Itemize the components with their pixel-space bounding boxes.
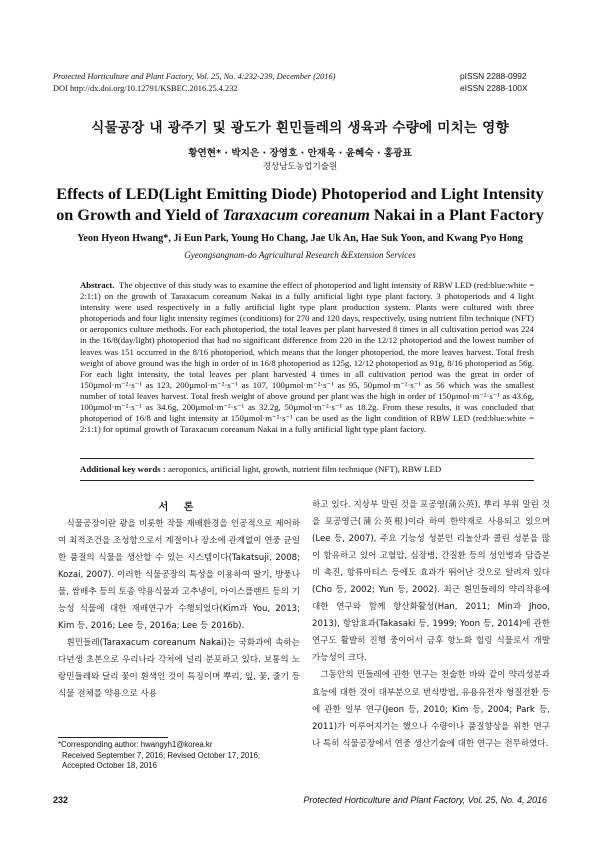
- right-column: [312, 497, 550, 753]
- journal-citation: Protected Horticulture and Plant Factory, Vol. 25, No. 4:232-239, December (2016): [53, 72, 336, 81]
- section-title-introduction: 서 론: [158, 502, 200, 513]
- keywords-label: Additional key words :: [80, 464, 166, 474]
- keywords-top-rule: [80, 458, 534, 459]
- right-paragraph-2: 그동안의 민들레에 관한 연구는 천술한 바와 같이 약리성분과 효능에 대한 것이 대부분으로 번식방법, 유용유전자 형질전환 등에 관한 일부 연구(Jeon 등, 2010; Kim 등, 2004; Park 등, 2011)가 이루어지기는 했으나 수량이나 품질향상을 위한 연구나 특히 식물공장에서 연중 생산기술에 대한 연구는 전무하였다.: [312, 670, 550, 749]
- corresponding-author: *Corresponding author: hwangyh1@korea.kr: [58, 740, 213, 749]
- abstract-label: Abstract.: [80, 280, 115, 290]
- abstract: [80, 280, 534, 435]
- right-paragraph-1: 하고 있다. 지상부 말린 것을 포공영(蒲公英), 뿌리 부위 말린 것을 포공영근(蒲公英根)이라 하여 한약재로 사용되고 있으며(Lee 등, 2007), 주요 기능성 성분인 리놀산과 콜린 성분을 많이 함유하고 있어 고혈압, 심장병, 간질환 등의 성인병과 담즙분비 촉진, 항류마티스 등에도 효과가 뛰어난 것으로 알려져 있다(Cho 등, 2002; Yun 등, 2002). 최근 흰민들레의 약리작용에 대한 연구와 함께 항산화활성(Han, 2011; Min과 Jhoo, 2013), 항암효과(Takasaki 등, 1999; Yoon 등, 2014)에 관한 연구도 활발히 진행 중이어서 금후 항노화 힐링 식물로서 개발 가능성이 크다.: [312, 500, 550, 664]
- eissn: eISSN 2288-100X: [460, 83, 528, 93]
- keywords-bottom-rule: [80, 480, 534, 481]
- footnote-rule: [58, 737, 168, 738]
- keywords-text: aeroponics, artificial light, growth, nutrient film technique (NFT), RBW LED: [165, 464, 442, 474]
- keywords: [80, 464, 534, 474]
- footer-journal: Protected Horticulture and Plant Factory, Vol. 25, No. 4, 2016: [303, 795, 547, 805]
- korean-authors: 황연현* · 박지은 · 장영호 · 안재욱 · 윤혜숙 · 홍광표: [188, 148, 412, 159]
- english-affiliation: Gyeongsangnam-do Agricultural Research &Extension Services: [184, 250, 416, 260]
- received-dates: Received September 7, 2016; Revised October 17, 2016;: [62, 750, 261, 760]
- english-title-line1: Effects of LED(Light Emitting Diode) Photoperiod and Light Intensity: [56, 185, 544, 203]
- left-paragraph-2: 흰민들레(Taraxacum coreanum Nakai)는 국화과에 속하는 다년생 초본으로 우리나라 각처에 널리 분포하고 있다. 보통의 노랑민들레와 달리 꽃이 흰색인 것이 특징이며 뿌리, 잎, 꽃, 줄기 등 식물 전체를 약용으로 사용: [58, 638, 300, 700]
- left-paragraph-1: 식물공장이란 광을 비롯한 작물 재배환경을 인공적으로 제어하여 최적조건을 조성함으로서 계절이나 장소에 관계없이 연중 균일한 품질의 식물을 생산할 수 있는 시스템이다(Takatsuji, 2008; Kozai, 2007). 이러한 식물공장의 특성을 이용하여 딸기, 방풍나물, 쌈배추 등의 토종 약용식물과 고추냉이, 아이스플랜트 등의 기능성 식물에 대한 재배연구가 수행되었다(Kim과 You, 2013; Kim 등, 2016; Lee 등, 2016a; Lee 등 2016b).: [58, 519, 300, 632]
- pissn: pISSN 2288-0992: [460, 71, 527, 81]
- korean-affiliation: 경상남도농업기술원: [262, 162, 338, 172]
- english-title-line2-post: Nakai in a Plant Factory: [369, 206, 544, 224]
- page-number: 232: [53, 795, 69, 805]
- footnote: [58, 740, 308, 772]
- abstract-text: The objective of this study was to examine the effect of photoperiod and light intensity of RBW LED (red:blue:white = 2:1:1) on the growth of Taraxacum coreanum Nakai in a fully artificial light type plant factory. 3 photoperiods and 4 light intensity were used respectively in a fully artificial light type plant production system. Plants were cultured with three photoperiods and four light intensity regimes (conditions) for 270 and 120 days, respectively, using nutrient film technique (NFT) or aeroponics culture methods. For each photoperiod, the total leaves per plant harvested 8 times in all cultivation period was 224 in the 16/8(day/light) photoperiod that had no significant difference from 220 in the 12/12 photoperiod and the lowest number of leaves was 151 occurred in the 8/16 photoperiod, which means that the longer photoperiod, the more leaves harvest. Total fresh weight of above ground was the high in order of in 16/8 photoperiod as 125g, 12/12 photoperiod as 91g, 8/16 photoperiod as 56g. For each light intensity, the total leaves per plant harvested 4 times in all cultivation period was the great in order of 150µmol·m⁻²·s⁻¹ as 123, 200µmol·m⁻²·s⁻¹ as 107, 100µmol·m⁻²·s⁻¹ as 95, 50µmol·m⁻²·s⁻¹ as 56 which was the smallest number of total leaves harvest. Total fresh weight of above ground per plant was the high in order of 150µmol·m⁻²·s⁻¹ as 43.6g, 100µmol·m⁻²·s⁻¹ as 34.6g, 200µmol·m⁻²·s⁻¹ as 32.2g, 50µmol·m⁻²·s⁻¹ as 18.2g. From these results, it was concluded that photoperiod of 16/8 and light intensity at 150µmol·m⁻²·s⁻¹ can be used as the light condition of RBW LED (red:blue:white = 2:1:1) for optimal growth of Taraxacum coreanum Nakai in a fully artificial light type plant factory.: [80, 280, 535, 435]
- korean-title: 식물공장 내 광주기 및 광도가 흰민들레의 생육과 수량에 미치는 영향: [91, 120, 509, 136]
- accepted-date: Accepted October 18, 2016: [62, 761, 157, 771]
- english-authors: Yeon Hyeon Hwang*, Ji Eun Park, Young Ho Chang, Jae Uk An, Hae Suk Yoon, and Kwang Pyo Hong: [77, 233, 523, 244]
- english-title-species: Taraxacum coreanum: [222, 206, 370, 224]
- english-title: [40, 184, 560, 226]
- doi-line: DOI http://dx.doi.org/10.12791/KSBEC.2016.25.4.232: [53, 84, 238, 93]
- english-title-line2-pre: on Growth and Yield of: [56, 206, 223, 224]
- left-column: [58, 516, 300, 704]
